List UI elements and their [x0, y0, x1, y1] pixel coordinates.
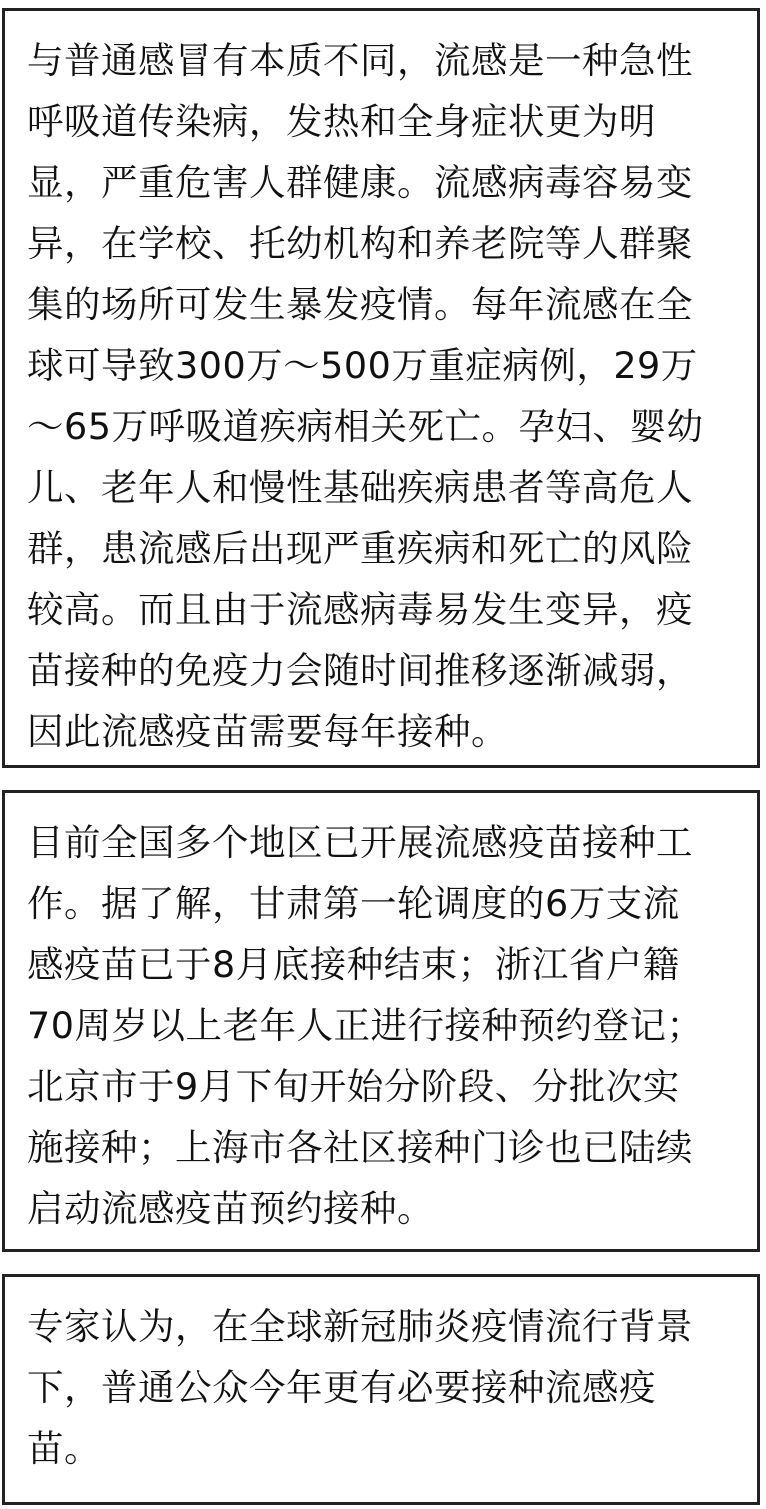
text-line: 作。据了解，甘肃第一轮调度的6万支流 — [27, 882, 680, 925]
text-line: 感疫苗已于8月底接种结束；浙江省户籍 — [27, 943, 680, 986]
text-line: 70周岁以上老年人正进行接种预约登记； — [27, 1004, 704, 1047]
text-line: 目前全国多个地区已开展流感疫苗接种工 — [27, 821, 693, 864]
text-line: 启动流感疫苗预约接种。 — [27, 1187, 434, 1230]
text-line: 苗接种的免疫力会随时间推移逐渐减弱， — [27, 649, 693, 692]
text-line: 儿、老年人和慢性基础疾病患者等高危人 — [27, 466, 693, 509]
text-line: 苗。 — [27, 1427, 101, 1470]
text-line: ～65万呼吸道疾病相关死亡。孕妇、婴幼 — [27, 405, 704, 448]
text-line: 较高。而且由于流感病毒易发生变异，疫 — [27, 588, 693, 631]
paragraph-box-2 — [2, 790, 760, 1252]
text-line: 群，患流感后出现严重疾病和死亡的风险 — [27, 527, 693, 570]
text-line: 集的场所可发生暴发疫情。每年流感在全 — [27, 283, 693, 326]
text-line: 显，严重危害人群健康。流感病毒容易变 — [27, 161, 693, 204]
text-line: 因此流感疫苗需要每年接种。 — [27, 710, 508, 753]
text-line: 球可导致300万～500万重症病例，29万 — [27, 344, 698, 387]
text-line: 北京市于9月下旬开始分阶段、分批次实 — [27, 1065, 680, 1108]
text-line: 下，普通公众今年更有必要接种流感疫 — [27, 1366, 656, 1409]
text-line: 施接种；上海市各社区接种门诊也已陆续 — [27, 1126, 693, 1169]
paragraph-box-1 — [2, 8, 760, 768]
text-line: 与普通感冒有本质不同，流感是一种急性 — [27, 39, 693, 82]
paragraph-box-3 — [2, 1274, 760, 1505]
text-line: 呼吸道传染病，发热和全身症状更为明 — [27, 100, 656, 143]
text-line: 专家认为，在全球新冠肺炎疫情流行背景 — [27, 1305, 693, 1348]
text-line: 异，在学校、托幼机构和养老院等人群聚 — [27, 222, 693, 265]
